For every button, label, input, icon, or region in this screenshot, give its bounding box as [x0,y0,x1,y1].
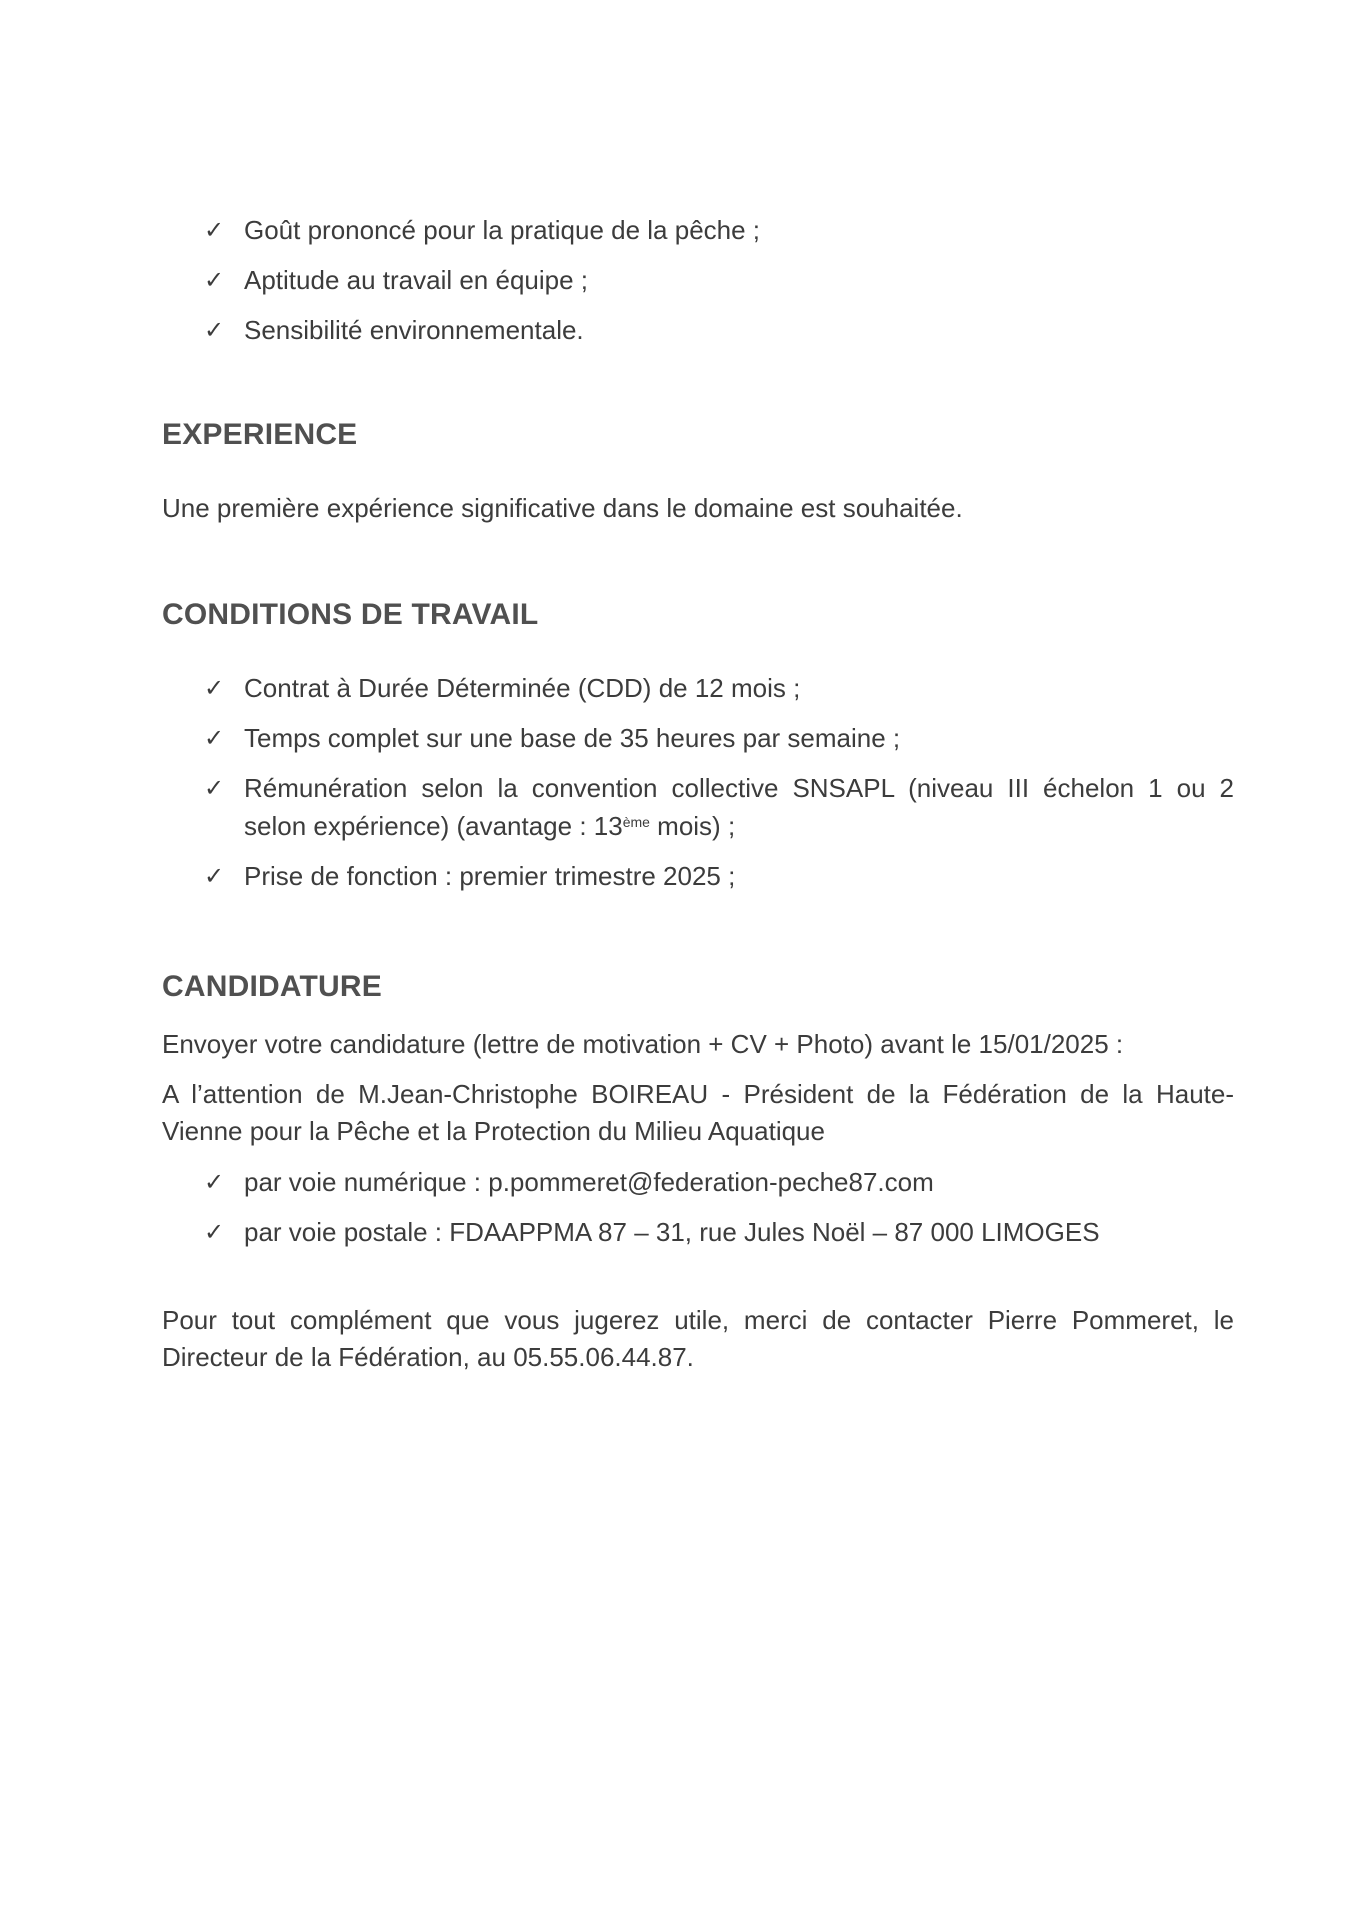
remuneration-line2-end: mois) ; [649,811,736,841]
condition-text: Rémunération selon la convention collective SNSAPL (niveau III échelon 1 ou 2 [244,773,1234,803]
send-instructions: Envoyer votre candidature (lettre de motivation + CV + Photo) avant le 15/01/2025 : [162,1029,1124,1059]
quality-text: Goût prononcé pour la pratique de la pêche ; [244,215,761,245]
channel-text: par voie postale : FDAAPPMA 87 – 31, rue Jules Noël – 87 000 LIMOGES [244,1217,1100,1247]
checkmark-icon: ✓ [204,863,225,890]
section-heading: CONDITIONS DE TRAVAIL [162,598,539,631]
checkmark-icon: ✓ [204,775,225,802]
checkmark-icon: ✓ [204,217,225,244]
section-heading: EXPERIENCE [162,418,358,451]
checkmark-icon: ✓ [204,675,225,702]
checkmark-icon: ✓ [204,317,225,344]
section-heading: CANDIDATURE [162,970,382,1003]
checkmark-icon: ✓ [204,725,225,752]
ordinal-superscript: ème [622,814,650,830]
attention-text: A l’attention de M.Jean-Christophe BOIREAU - Président de la Fédération de la Haute-Vienne pour la Pêche et la Protection du Milieu Aquatique [162,1079,1234,1146]
channel-text: par voie numérique : p.pommeret@federation-peche87.com [244,1167,934,1197]
quality-text: Sensibilité environnementale. [244,315,584,345]
condition-text: Prise de fonction : premier trimestre 2025 ; [244,861,736,891]
experience-text: Une première expérience significative dans le domaine est souhaitée. [162,493,963,523]
condition-text: Temps complet sur une base de 35 heures par semaine ; [244,723,901,753]
checkmark-icon: ✓ [204,1169,225,1196]
checkmark-icon: ✓ [204,267,225,294]
checkmark-icon: ✓ [204,1219,225,1246]
remuneration-line2-start: selon expérience) (avantage : 13 [244,811,623,841]
condition-text: Contrat à Durée Déterminée (CDD) de 12 mois ; [244,673,801,703]
condition-text-continuation [244,808,1234,845]
quality-text: Aptitude au travail en équipe ; [244,265,589,295]
closing-text: Pour tout complément que vous jugerez utile, merci de contacter Pierre Pommeret, le Directeur de la Fédération, au 05.55.06.44.87. [162,1305,1234,1372]
